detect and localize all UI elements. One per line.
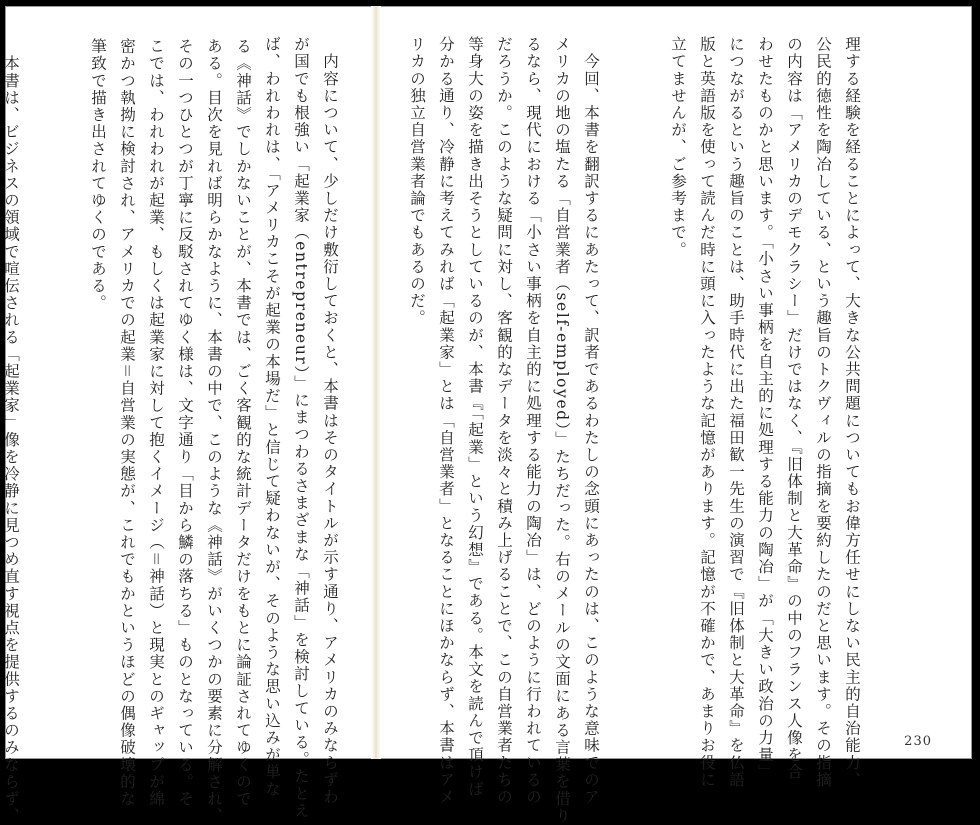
paragraph: 理する経験を経ることによって、大きな公共問題についてもお偉方任せにしない民主的自治能力、 公民的徳性を陶冶している、という趣旨のトクヴィルの指摘を要約したのだと思います。その指摘 の内容は「アメリカのデモクラシー」だけではなく、『旧体制と大革命』の中のフランス人像を合 わせたものかと思います。「小さい事柄を自主的に処理する能力の陶冶」が「大きい政治の力量」 につながるという趣旨のことは、助手時代に出た福田歓一先生の演習で『旧体制と大革命』を仏語 版と英語版を使って読んだ時に頭に入ったような記憶があります。記憶が不確かで、あまりお役に 立てませんが、ご参考まで。 (669, 36, 861, 789)
page-number: 230 (904, 734, 932, 749)
paragraph: 内容について、少しだけ敷衍しておくと、本書はそのタイトルが示す通り、アメリカのみならずわ が国でも根強い「起業家（entrepreneur）」にまつわるさまざまな「神話」を検討している。たとえ ば、われわれは、「アメリカこそが起業の本場だ」と信じて疑わないが、そのような思い込みが単な (263, 36, 339, 820)
paragraph: 今回、本書を翻訳するにあたって、訳者であるわたしの念頭にあったのは、このような意味でのア メリカの地の塩たる「自営業者（self-employed）」たちだった。右のメールの文面にある言葉を借り るなら、現代における「小さい事柄を自主的に処理する能力の陶冶」は、どのように行われているの だろうか。このような疑問に対し、客観的なデータを淡々と積み上げることで、この自営業者たちの 等身大の姿を描き出そうとしているのが、本書『「起業」という幻想』である。本文を読んで頂けば 分かる通り、冷静に考えてみれば「起業家」とは「自営業者」となることにほかならず、本書はアメ リカの独立自営業者論でもあるのだ。 (408, 36, 600, 825)
book-spread (2, 6, 972, 825)
paragraph: る《神話》でしかないことが、本書では、ごく客観的な統計データだけをもとに論証されてゆくので ある。目次を見れば明らかなように、本書の中で、このような《神話》がいくつかの要素に分解され、 その一つひとつが丁寧に反駁されてゆく様は、文字通り「目から鱗の落ちる」ものとなっている。そ こでは、われわれが起業、もしくは起業家に対して抱くイメージ（＝神話）と現実とのギャップが綿 密かつ執拗に検討され、アメリカでの起業＝自営業の実態が、これでもかというほどの偶像破壊的な 筆致で描き出されてゆくのである。 (89, 38, 252, 825)
right-page (263, 6, 972, 825)
paragraph: 本書は、ビジネスの領域で喧伝される「起業家」像を冷静に見つめ直す視点を提供するのみならず、 (2, 55, 20, 825)
